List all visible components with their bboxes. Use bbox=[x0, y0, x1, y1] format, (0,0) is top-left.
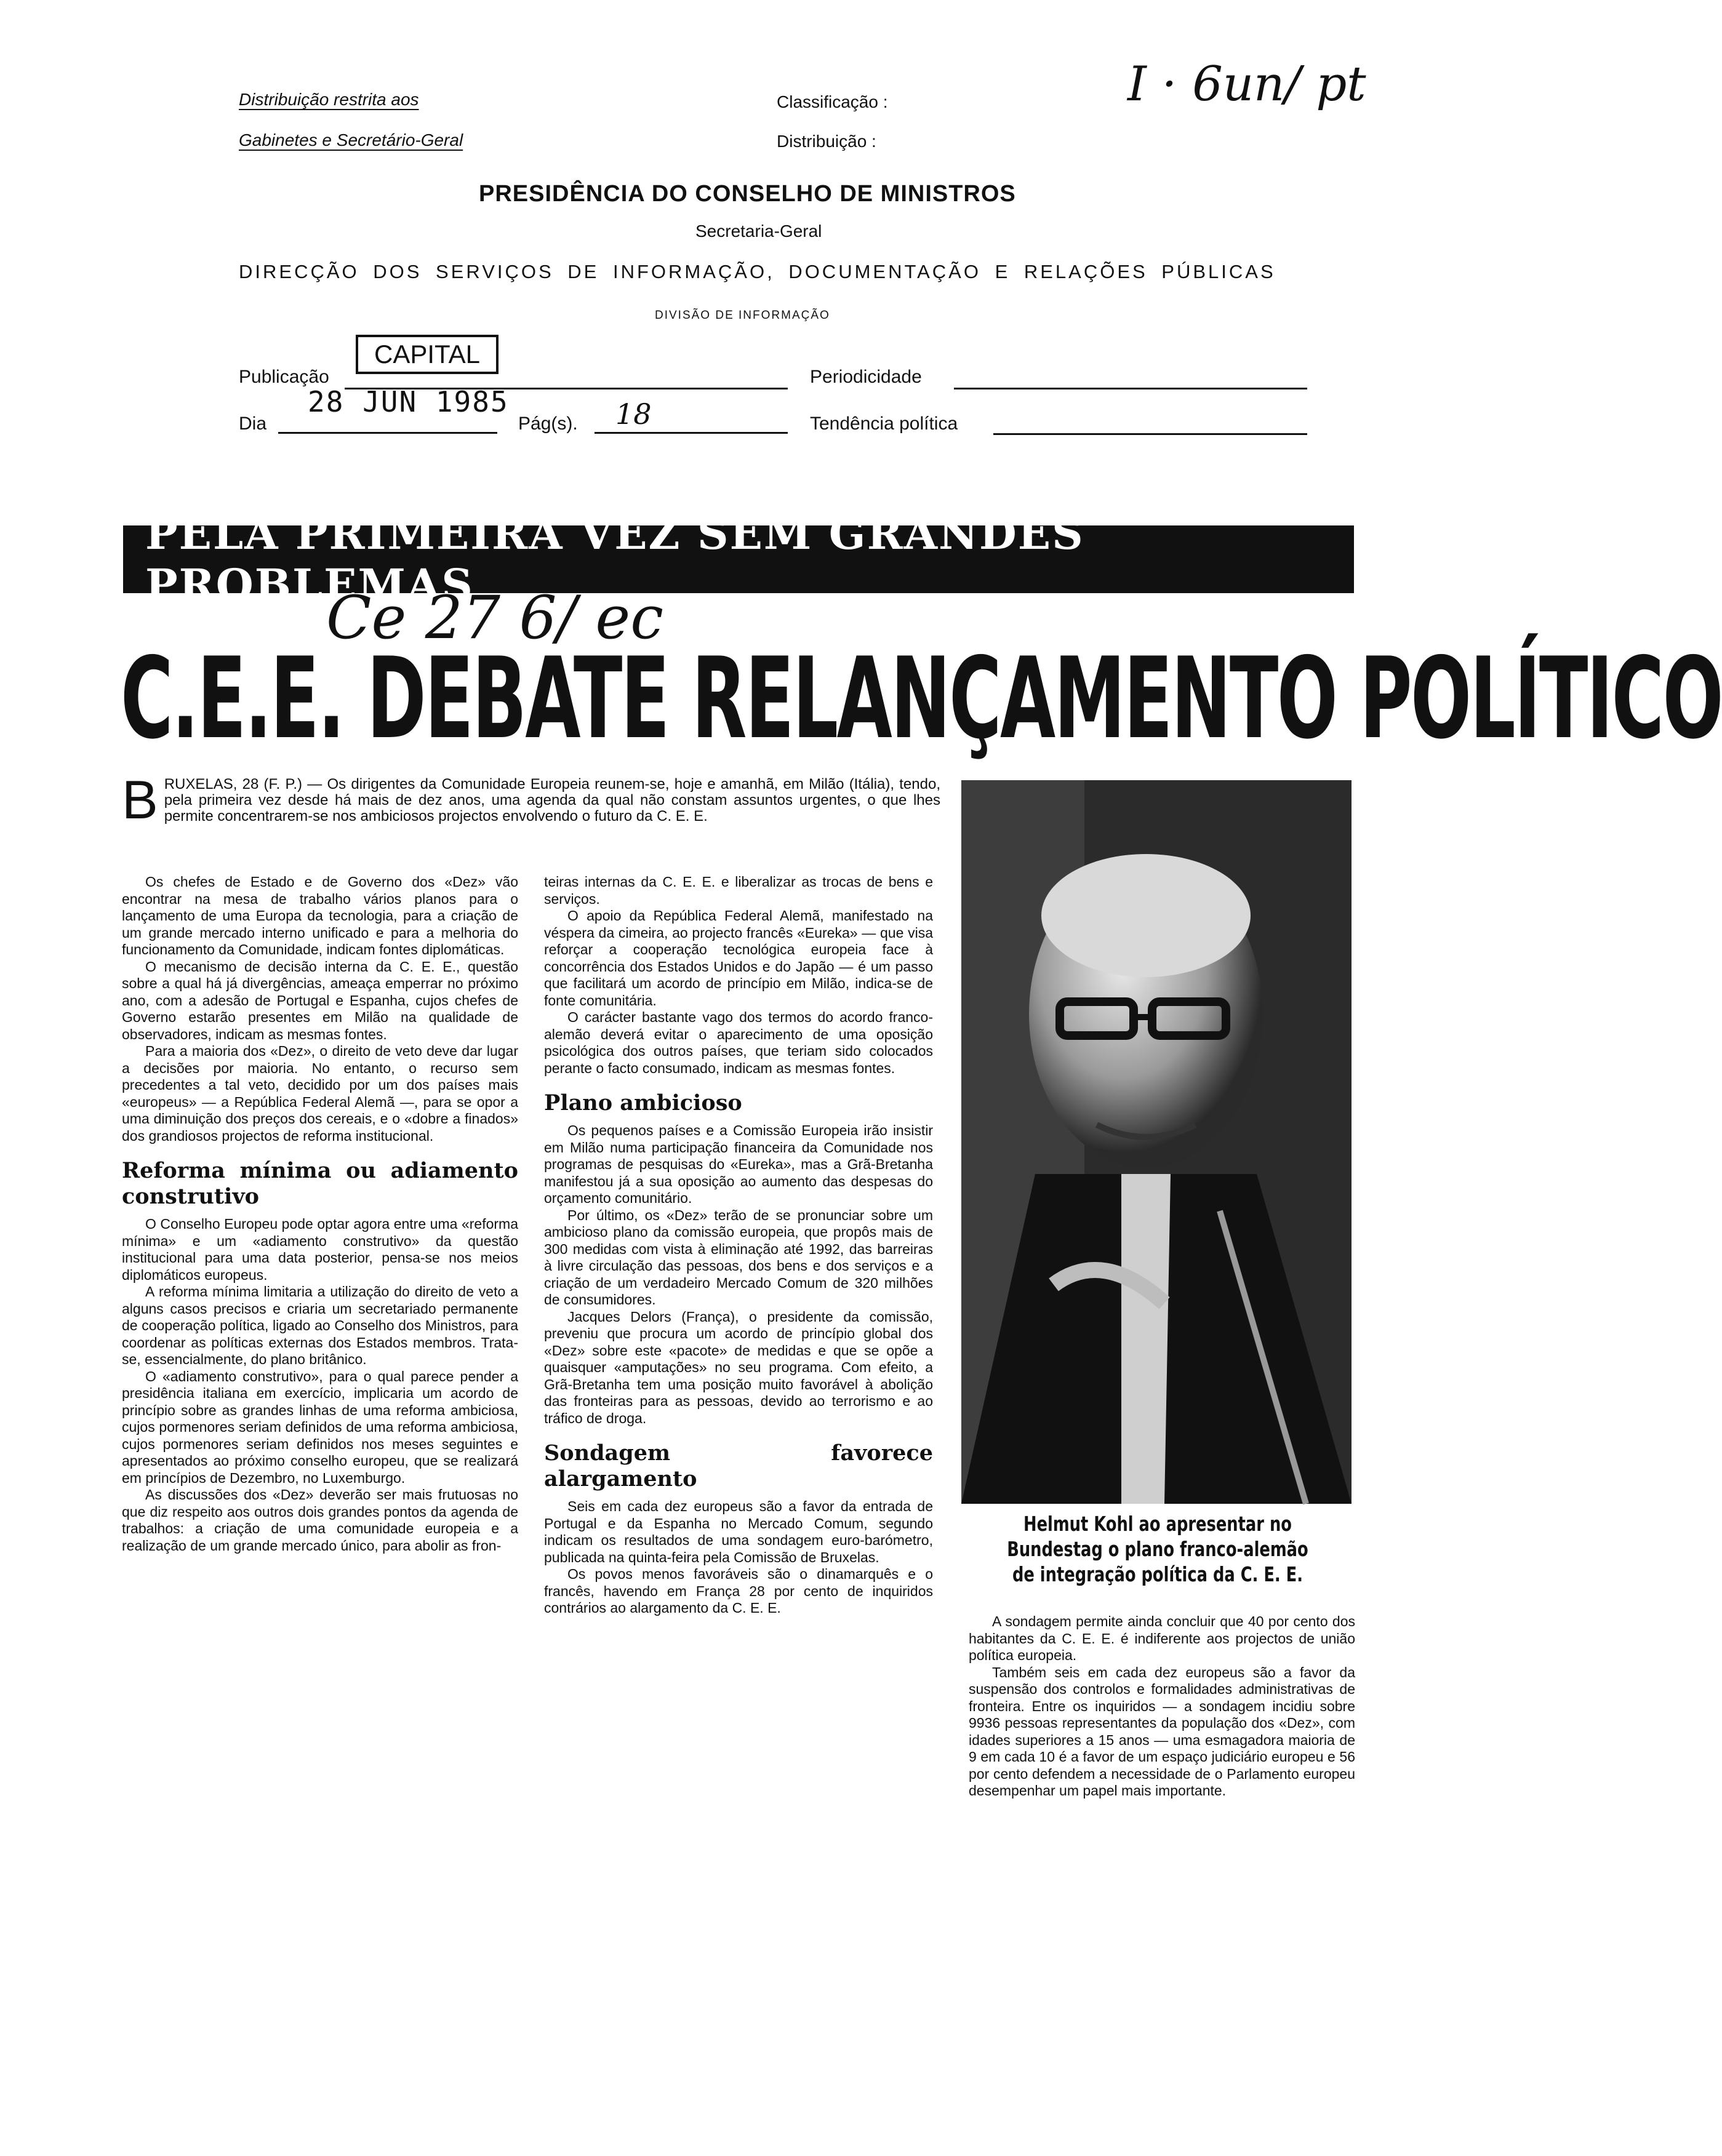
paragraph: Os povos menos favoráveis são o dinamarquês e o francês, havendo em França 28 por cento de inquiridos contrários ao alargamento da C. E. E. bbox=[544, 1566, 933, 1616]
periodicity-label: Periodicidade bbox=[810, 367, 922, 387]
subheading-plano: Plano ambicioso bbox=[544, 1090, 742, 1116]
day-line bbox=[278, 432, 497, 434]
division-label: DIVISÃO DE INFORMAÇÃO bbox=[655, 309, 830, 322]
paragraph: A sondagem permite ainda concluir que 40 por cento dos habitantes da C. E. E. é indiferente aos projectos de união política europeia. bbox=[969, 1613, 1355, 1663]
subheading-reforma: Reforma mínima ou adiamento construtivo bbox=[122, 1158, 518, 1209]
paragraph: Para a maioria dos «Dez», o direito de veto deve dar lugar a decisões por maioria. No entanto, o recurso sem precedentes a tal veto, decidido por um dos países mais «europeus» — a República Federal Alemã —, para se opor a uma diminuição dos preços dos cereais, e o «dobre a finados» dos grandiosos projectos de reforma institucional. bbox=[122, 1043, 518, 1144]
paragraph: Os pequenos países e a Comissão Europeia irão insistir em Milão numa participação financeira da Comunidade nos programas de pesquisas do «Eureka», mas a Grã-Bretanha manifestou já a sua oposição ao aumento das despesas do orçamento comunitário. bbox=[544, 1122, 933, 1206]
pages-value: 18 bbox=[615, 397, 652, 431]
paragraph: Por último, os «Dez» terão de se pronunciar sobre um ambicioso plano da comissão europeia, que propôs mais de 300 medidas com vista à eliminação até 1992, das barreiras à livre circulação das pessoas, dos bens e dos serviços e a criação de um verdadeiro Mercado Comum de 320 milhões de consumidores. bbox=[544, 1207, 933, 1308]
paragraph: A reforma mínima limitaria a utilização do direito de veto a alguns casos precisos e criaria um secretariado permanente de cooperação política, ligado ao Conselho dos Ministros, para coordenar as políticas externas dos Estados membros. Trata-se, essencialmente, do plano britânico. bbox=[122, 1284, 518, 1367]
photo-helmut-kohl bbox=[961, 780, 1352, 1504]
paragraph: Também seis em cada dez europeus são a favor da suspensão dos controlos e formalidades administrativas de fronteira. Entre os inquiridos — a sondagem incidiu sobre 9936 pessoas representantes da população dos «Dez», com idades superiores a 15 anos — uma esmagadora maioria de 9 em cada 10 é a favor de um espaço judiciário europeu e 56 por cento defendem a necessidade de o Parlamento europeu desempenhar um papel mais importante. bbox=[969, 1664, 1355, 1799]
day-stamp: 28 JUN 1985 bbox=[308, 385, 509, 418]
day-label: Dia bbox=[239, 413, 267, 434]
restricted-distribution-line1: Distribuição restrita aos bbox=[239, 90, 419, 109]
publication-stamp: CAPITAL bbox=[356, 335, 499, 374]
paragraph: O apoio da República Federal Alemã, manifestado na véspera da cimeira, ao projecto francês «Eureka» — que visa reforçar a cooperação tecnológica europeia face à concorrência dos Estados Unidos e do Japão — é um passo que facilitará um acordo de princípio em Milão, indica-se de fonte comunitária. bbox=[544, 908, 933, 1008]
paragraph: Seis em cada dez europeus são a favor da entrada de Portugal e da Espanha no Mercado Comum, segundo indicam os resultados de uma sondagem euro-barómetro, publicada na quinta-feira pela Comissão de Bruxelas. bbox=[544, 1498, 933, 1565]
paragraph: teiras internas da C. E. E. e liberalizar as trocas de bens e serviços. bbox=[544, 874, 933, 907]
restricted-distribution-line2: Gabinetes e Secretário-Geral bbox=[239, 130, 463, 150]
paragraph: As discussões dos «Dez» deverão ser mais frutuosas no que diz respeito aos outros dois grandes pontos da agenda de trabalhos: a criação de uma comunidade europeia e a realização de um grande mercado único, para abolir as fron- bbox=[122, 1487, 518, 1554]
classification-label: Classificação : bbox=[777, 92, 888, 111]
pages-line bbox=[595, 432, 788, 434]
presidency-title: PRESIDÊNCIA DO CONSELHO DE MINISTROS bbox=[479, 181, 1016, 207]
paragraph: Jacques Delors (França), o presidente da comissão, preveniu que procura um acordo de princípio global dos «Dez» sobre este «pacote» de medidas e que se opõe a quaisquer «amputações» no seu programa. Com efeito, a Grã-Bretanha tem uma posição muito favorável à abolição das fronteiras para as pessoas, devido ao terrorismo e ao tráfico de droga. bbox=[544, 1308, 933, 1426]
pages-label: Pág(s). bbox=[518, 413, 578, 434]
lead-text: RUXELAS, 28 (F. P.) — Os dirigentes da Comunidade Europeia reunem-se, hoje e amanhã, em Milão (Itália), tendo, pela primeira vez desde há mais de dez anos, uma agenda da qual não constam assuntos urgentes, o que lhes permite concentrarem-se nos ambiciosos projectos envolvendo o futuro da C. E. E. bbox=[164, 776, 940, 824]
column-3 bbox=[969, 1613, 1355, 1800]
paragraph: O Conselho Europeu pode optar agora entre uma «reforma mínima» e um «adiamento construtivo» da questão institucional para uma data posterior, pensa-se nos meios diplomáticos europeus. bbox=[122, 1216, 518, 1283]
distribution-label: Distribuição : bbox=[777, 132, 876, 151]
periodicity-line bbox=[954, 388, 1307, 389]
headline: C.E.E. DEBATE RELANÇAMENTO POLÍTICO bbox=[121, 633, 1722, 764]
portrait-illustration bbox=[961, 780, 1352, 1504]
political-tendency-line bbox=[993, 433, 1307, 435]
publication-label: Publicação bbox=[239, 367, 329, 387]
subheading-sondagem: Sondagem favorece alargamento bbox=[544, 1440, 933, 1491]
paragraph: O «adiamento construtivo», para o qual parece pender a presidência italiana em exercício, implicaria um acordo de princípio sobre as grandes linhas de uma reforma ambiciosa, cujos pormenores seriam definidos de uma reforma ambiciosa, cujos pormenores seriam definidos nos meses seguintes e apresentados ao próximo conselho europeu, que se realizará em princípios de Dezembro, no Luxemburgo. bbox=[122, 1368, 518, 1486]
kicker-bar bbox=[123, 508, 1354, 610]
handwritten-note: Ce 27 6/ ec bbox=[326, 583, 663, 652]
kicker-text: PELA PRIMEIRA VEZ SEM GRANDES PROBLEMAS bbox=[145, 508, 1084, 610]
photo-caption: Helmut Kohl ao apresentar no Bundestag o plano franco-alemão de integração política da C. E. E. bbox=[1007, 1512, 1308, 1586]
handwritten-reference: I · 6un/ pt bbox=[1127, 57, 1366, 112]
political-tendency-label: Tendência política bbox=[810, 413, 958, 434]
lead-paragraph bbox=[122, 769, 940, 830]
paragraph: O mecanismo de decisão interna da C. E. E., questão sobre a qual há já divergências, ameaça emperrar no próximo ano, com a adesão de Portugal e Espanha, cujos chefes de Governo estarão presentes em Milão na qualidade de observadores, indicam as mesmas fontes. bbox=[122, 958, 518, 1042]
column-2 bbox=[544, 874, 933, 1617]
paragraph: Os chefes de Estado e de Governo dos «Dez» vão encontrar na mesa de trabalho vários planos para o lançamento de uma Europa da tecnologia, para a criação de um grande mercado interno unificado e para a melhoria do funcionamento da Comunidade, indicam fontes diplomáticas. bbox=[122, 874, 518, 957]
drop-cap: B bbox=[122, 769, 158, 830]
paragraph: O carácter bastante vago dos termos do acordo franco-alemão deverá evitar o aparecimento de uma oposição psicológica dos outros países, que teriam sido colocados perante o facto consumado, indicam as mesmas fontes. bbox=[544, 1009, 933, 1076]
column-1 bbox=[122, 874, 518, 1554]
secretariat-label: Secretaria-Geral bbox=[695, 222, 822, 241]
direction-title: DIRECÇÃO DOS SERVIÇOS DE INFORMAÇÃO, DOCUMENTAÇÃO E RELAÇÕES PÚBLICAS bbox=[239, 261, 1276, 282]
